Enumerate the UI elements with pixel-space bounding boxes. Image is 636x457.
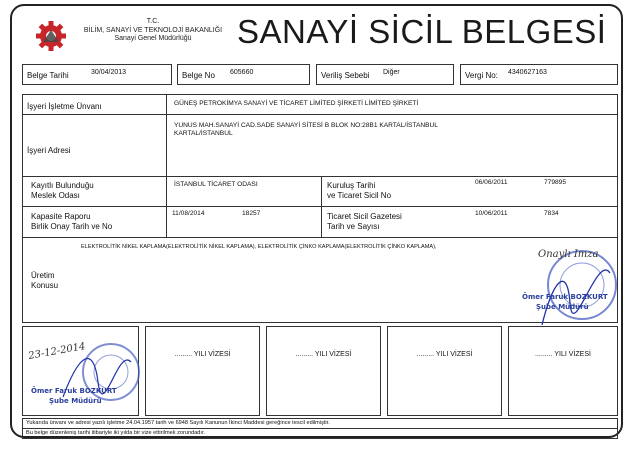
belge-tarihi-value: 30/04/2013 — [91, 69, 127, 76]
document-title: SANAYİ SİCİL BELGESİ — [237, 13, 607, 50]
unvan-value: GÜNEŞ PETROKİMYA SANAYİ VE TİCARET LİMİTED ŞİRKETİ LİMİTED ŞİRKETİ — [174, 100, 419, 107]
vize-label-2: ......... YILI VİZESİ — [174, 351, 231, 358]
oda-label-1: Kayıtlı Bulunduğu — [31, 181, 94, 190]
top-handwritten-text: Onaylı Imza — [538, 249, 599, 260]
gear-logo-icon — [28, 20, 74, 52]
vize-box-1 — [22, 326, 139, 416]
belge-no-value: 605660 — [230, 69, 254, 76]
vergi-no-cell — [460, 64, 618, 85]
vize-box-4 — [387, 326, 502, 416]
adres-line-1: YUNUS MAH.SANAYİ CAD.SADE SANAYİ SİTESİ B BLOK NO:28B1 KARTAL/İSTANBUL — [174, 122, 438, 129]
ministry-line-department: Sanayi Genel Müdürlüğü — [114, 35, 192, 42]
belge-tarihi-label: Belge Tarihi — [27, 71, 69, 80]
belge-tarihi-cell — [22, 64, 172, 85]
verilis-sebebi-cell — [316, 64, 454, 85]
top-signature-name: Ömer Faruk BOZKURT — [522, 293, 608, 301]
top-signature-title: Şube Müdürü — [536, 303, 589, 311]
kurulus-no: 779895 — [544, 179, 567, 186]
gazete-label-1: Ticaret Sicil Gazetesi — [327, 212, 402, 221]
uretim-label-2: Konusu — [31, 281, 59, 290]
official-stamp-top — [512, 243, 618, 335]
vergi-no-label: Vergi No: — [465, 71, 498, 80]
kurulus-date: 06/06/2011 — [475, 179, 508, 186]
vize-box-2 — [145, 326, 260, 416]
kapasite-no: 18257 — [242, 210, 261, 217]
kapasite-label-2: Birlik Onay Tarih ve No — [31, 222, 113, 231]
kurulus-label-2: ve Ticaret Sicil No — [327, 191, 392, 200]
left-signature-name: Ömer Faruk BOZKURT — [31, 387, 117, 395]
belge-no-label: Belge No — [182, 71, 215, 80]
vize-label-5: ......... YILI VİZESİ — [535, 351, 591, 358]
belge-no-cell — [177, 64, 310, 85]
footer-line-1: Yukarıda ünvanı ve adresi yazılı işletme 24.04.1957 tarih ve 6948 Sayılı Kanunun İkinci Maddesi gereğince tescil edilmiştir. — [26, 420, 330, 426]
adres-label: İşyeri Adresi — [27, 146, 71, 155]
vize-label-4: ......... YILI VİZESİ — [416, 351, 473, 358]
ministry-header — [78, 18, 228, 44]
verilis-sebebi-label: Veriliş Sebebi — [321, 71, 370, 80]
vize-label-3: ......... YILI VİZESİ — [295, 351, 352, 358]
left-stamp-inner-ring — [94, 355, 128, 389]
kapasite-label-1: Kapasite Raporu — [31, 212, 91, 221]
vize-box-5 — [508, 326, 618, 416]
oda-value: İSTANBUL TİCARET ODASI — [174, 181, 258, 188]
footer-line-2: Bu belge düzenleniş tarihi itibariyle iki yılda bir vize ettirilmek zorundadır. — [23, 428, 617, 438]
ministry-line-name: BİLİM, SANAYİ VE TEKNOLOJİ BAKANLIĞI — [83, 26, 223, 34]
kurulus-label-1: Kuruluş Tarihi — [327, 181, 376, 190]
adres-line-2: KARTAL/İSTANBUL — [174, 130, 233, 137]
gazete-date: 10/06/2011 — [475, 210, 508, 217]
left-signature-title: Şube Müdürü — [49, 397, 102, 405]
left-stamp-date: 23-12-2014 — [27, 341, 87, 362]
oda-label-2: Meslek Odası — [31, 191, 80, 200]
kapasite-date: 11/08/2014 — [172, 210, 205, 217]
vize-box-3 — [266, 326, 381, 416]
unvan-label: İşyeri İşletme Ünvanı — [27, 102, 102, 111]
vize-stamp-left — [23, 327, 140, 417]
uretim-label-1: Üretim — [31, 271, 55, 280]
verilis-sebebi-value: Diğer — [383, 69, 400, 76]
legal-footer — [22, 418, 618, 439]
gazete-no: 7834 — [544, 210, 559, 217]
gazete-label-2: Tarih ve Sayısı — [327, 222, 380, 231]
vergi-no-value: 4340627163 — [508, 69, 547, 76]
uretim-value: ELEKTROLİTİK NİKEL KAPLAMA(ELEKTROLİTİK NİKEL KAPLAMA), ELEKTROLİTİK ÇİNKO KAPLAMA(ELEKTROLİTİK ÇİNKO KAPLAMA), — [81, 244, 437, 250]
ministry-line-tc: T.C. — [146, 18, 160, 25]
